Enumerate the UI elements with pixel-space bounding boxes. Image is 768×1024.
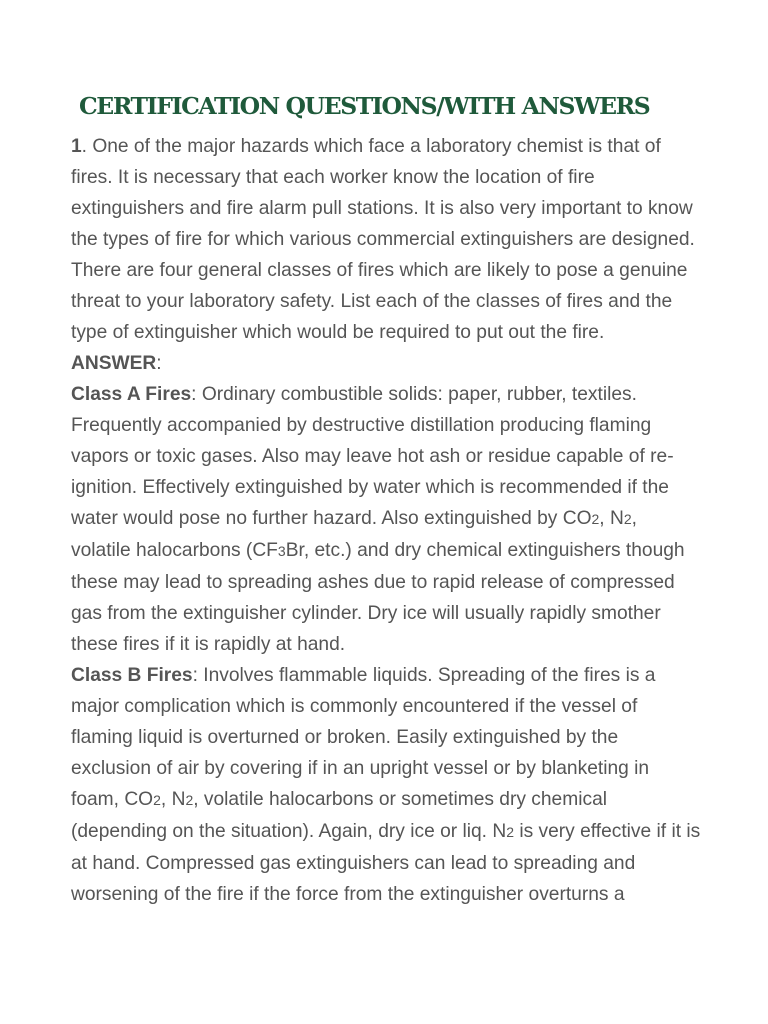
question-text: . One of the major hazards which face a laboratory chemist is that of fires. It is necessary that each worker know the location of fire extinguishers and fire alarm pull stations. It is also very important to know the types of fire for which various commercial extinguishers are designed. There are four general classes of fires which are likely to pose a genuine threat to your laboratory safety. List each of the classes of fires and the type of extinguisher which would be required to put out the fire. — [71, 136, 695, 343]
document-body — [71, 131, 701, 910]
answer-label: ANSWER — [71, 353, 157, 374]
class-b-label: Class B Fires — [71, 665, 193, 686]
class-b-text-2: , N — [160, 789, 186, 810]
class-a-text-2: , N — [599, 508, 624, 529]
class-b-text-4: is very effective if it is at hand. Compressed gas extinguishers can lead to spreading and worsening of the fire if the force from the extinguisher overturns a — [71, 821, 701, 905]
class-b-sub-n2: 2 — [185, 792, 194, 808]
class-a-sub-n2: 2 — [623, 511, 632, 527]
class-a-text-3: , volatile halocarbons (CF — [71, 508, 637, 561]
class-a-label: Class A Fires — [71, 384, 192, 405]
class-b-text-3: , volatile halocarbons or sometimes dry chemical (depending on the situation). Again, dry ice or liq. N — [71, 789, 608, 842]
class-b-sub-n2-liq: 2 — [506, 824, 514, 840]
class-b-sub-co2: 2 — [153, 792, 161, 808]
class-b-paragraph — [71, 660, 701, 910]
document-title: CERTIFICATION QUESTIONS/WITH ANSWERS — [79, 92, 650, 120]
answer-heading — [71, 348, 701, 379]
answer-colon: : — [156, 353, 162, 374]
question-number: 1 — [71, 136, 82, 157]
class-a-text-4: Br, etc.) and dry chemical extinguishers though these may lead to spreading ashes due to rapid release of compressed gas from the extinguisher cylinder. Dry ice will usually rapidly smother these fires if it is rapidly at hand. — [71, 540, 685, 655]
question-paragraph — [71, 131, 701, 348]
document-page — [71, 0, 701, 910]
class-a-paragraph — [71, 379, 701, 660]
class-a-sub-cf3: 3 — [277, 543, 286, 559]
class-a-text-1: : Ordinary combustible solids: paper, rubber, textiles. Frequently accompanied by destructive distillation producing flaming vapors or toxic gases. Also may leave hot ash or residue capable of re-ignition. Effectively extinguished by water which is recommended if the water would pose no further hazard. Also extinguished by CO — [71, 384, 674, 529]
class-b-text-1: : Involves flammable liquids. Spreading of the fires is a major complication which is commonly encountered if the vessel of flaming liquid is overturned or broken. Easily extinguished by the exclusion of air by covering if in an upright vessel or by blanketing in foam, CO — [71, 665, 656, 810]
class-a-sub-co2: 2 — [591, 511, 600, 527]
